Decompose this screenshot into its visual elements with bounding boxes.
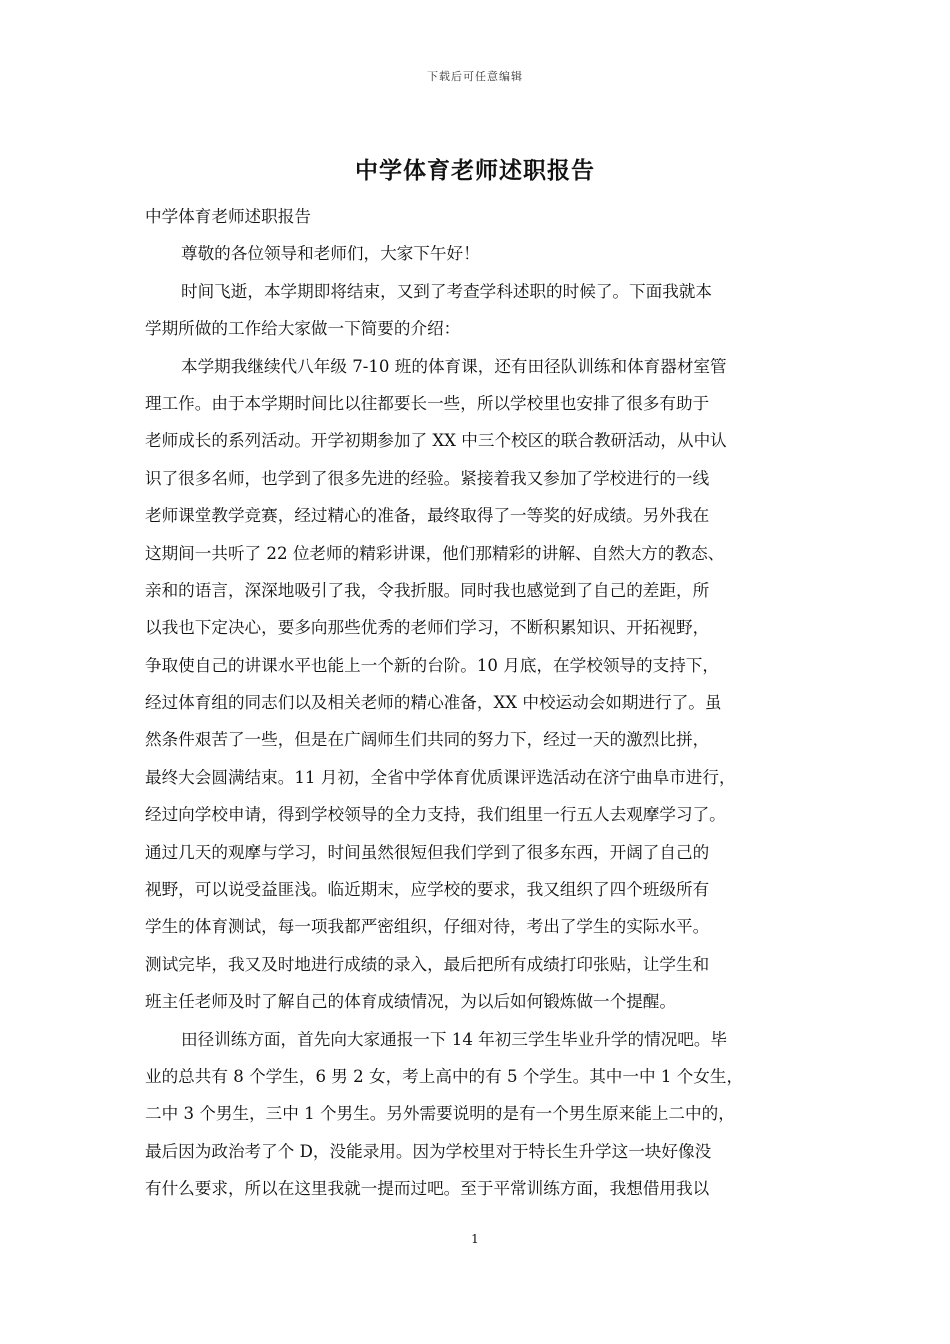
body-line: 以我也下定决心，要多向那些优秀的老师们学习，不断积累知识、开拓视野， [145,618,710,638]
body-line: 老师成长的系列活动。开学初期参加了 XX 中三个校区的联合教研活动，从中认 [145,431,727,451]
body-line: 业的总共有 8 个学生，6 男 2 女，考上高中的有 5 个学生。其中一中 1 个女生， [145,1066,744,1086]
document-body [145,198,807,1208]
body-line: 老师课堂教学竞赛，经过精心的准备，最终取得了一等奖的好成绩。另外我在 [145,506,710,526]
body-line: 学生的体育测试，每一项我都严密组织，仔细对待，考出了学生的实际水平。 [145,917,710,937]
body-line: 田径训练方面，首先向大家通报一下 14 年初三学生毕业升学的情况吧。毕 [181,1029,728,1049]
body-line: 争取使自己的讲课水平也能上一个新的台阶。10 月底，在学校领导的支持下， [145,655,719,675]
body-line: 中学体育老师述职报告 [145,207,311,226]
body-line: 时间飞逝，本学期即将结束，又到了考查学科述职的时候了。下面我就本 [181,281,712,301]
body-line: 识了很多名师，也学到了很多先进的经验。紧接着我又参加了学校进行的一线 [145,468,710,488]
body-line: 学期所做的工作给大家做一下简要的介绍： [145,319,461,339]
body-line: 测试完毕，我又及时地进行成绩的录入，最后把所有成绩打印张贴，让学生和 [145,954,710,974]
body-line: 视野，可以说受益匪浅。临近期末，应学校的要求，我又组织了四个班级所有 [145,880,710,900]
body-line: 通过几天的观摩与学习，时间虽然很短但我们学到了很多东西，开阔了自己的 [145,842,710,862]
page-number: 1 [471,1232,479,1246]
body-line: 最终大会圆满结束。11 月初，全省中学体育优质课评选活动在济宁曲阜市进行， [145,767,736,787]
body-line: 最后因为政治考了个 D，没能录用。因为学校里对于特长生升学这一块好像没 [145,1141,712,1161]
body-line: 亲和的语言，深深地吸引了我，令我折服。同时我也感觉到了自己的差距，所 [145,580,710,600]
body-line: 二中 3 个男生，三中 1 个男生。另外需要说明的是有一个男生原来能上二中的， [145,1104,735,1124]
body-line: 尊敬的各位领导和老师们，大家下午好！ [181,244,480,264]
body-line: 班主任老师及时了解自己的体育成绩情况，为以后如何锻炼做一个提醒。 [145,992,676,1012]
header-note: 下载后可任意编辑 [427,70,523,83]
body-line: 本学期我继续代八年级 7-10 班的体育课，还有田径队训练和体育器材室管 [181,356,727,376]
body-line: 经过向学校申请，得到学校领导的全力支持，我们组里一行五人去观摩学习了。 [145,805,726,825]
body-line: 理工作。由于本学期时间比以往都要长一些，所以学校里也安排了很多有助于 [145,393,710,413]
body-line: 然条件艰苦了一些，但是在广阔师生们共同的努力下，经过一天的激烈比拼， [145,730,710,750]
body-line: 有什么要求，所以在这里我就一提而过吧。至于平常训练方面，我想借用我以 [145,1179,710,1199]
body-line: 这期间一共听了 22 位老师的精彩讲课，他们那精彩的讲解、自然大方的教态、 [145,543,725,563]
document-title: 中学体育老师述职报告 [355,157,595,184]
body-line: 经过体育组的同志们以及相关老师的精心准备，XX 中校运动会如期进行了。虽 [145,693,722,713]
